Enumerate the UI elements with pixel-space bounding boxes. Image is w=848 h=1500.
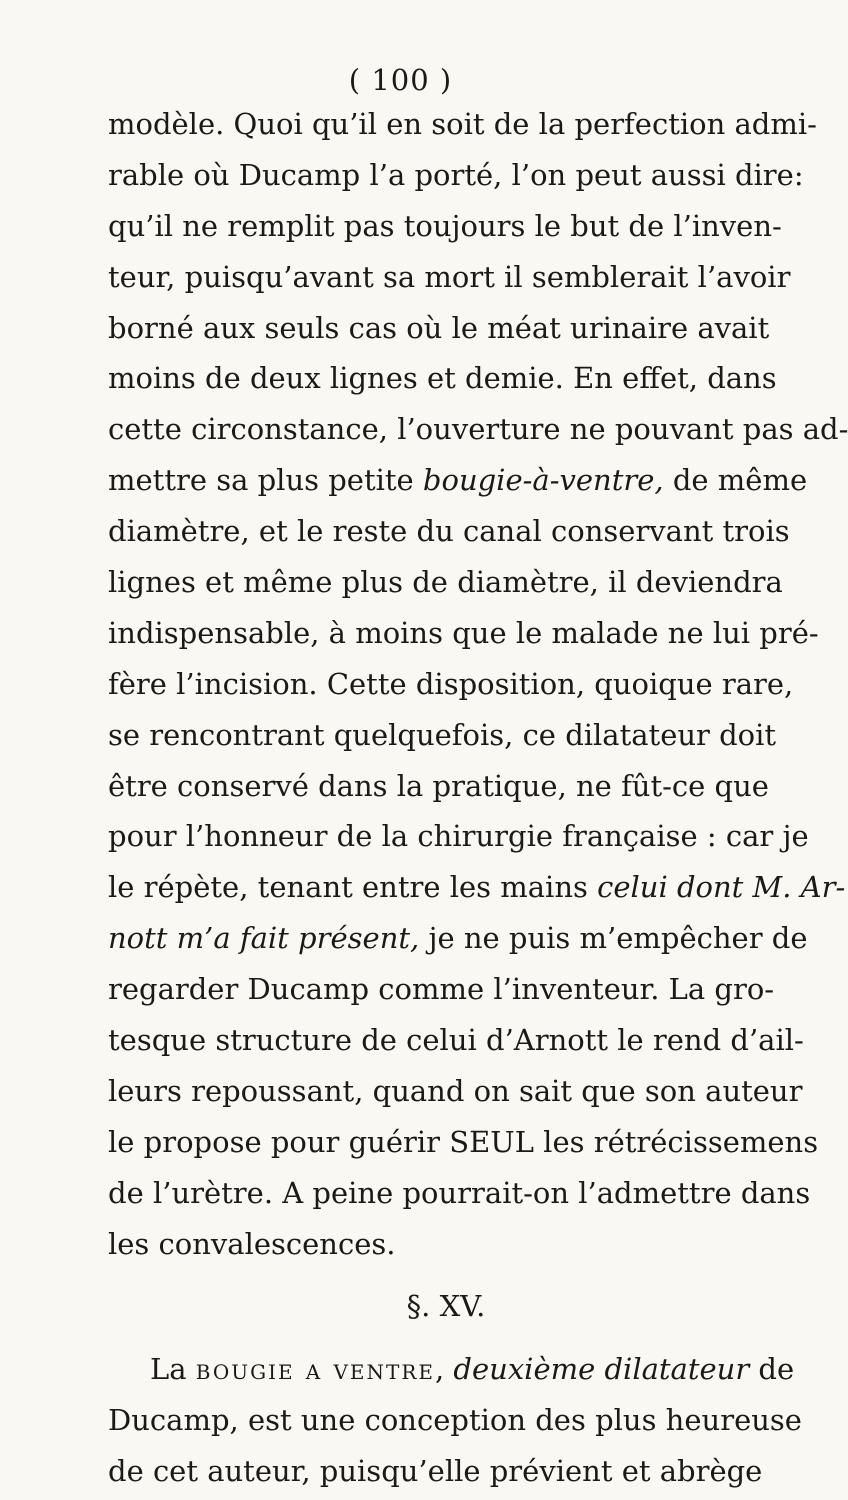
text-run: je ne puis m’empêcher de (419, 921, 808, 956)
italic-term: deuxième dilatateur (453, 1352, 750, 1387)
italic-quote: nott m’a fait présent, (108, 921, 420, 956)
text-line: tesque structure de celui d’Arnott le rend d’ail- (108, 1023, 804, 1058)
text-run: de (749, 1352, 795, 1387)
text-line (108, 1347, 795, 1398)
text-line: rable où Ducamp l’a porté, l’on peut aussi dire: (108, 157, 804, 192)
text-line: modèle. Quoi qu’il en soit de la perfection admi- (108, 107, 817, 141)
italic-quote: celui dont M. Ar- (597, 870, 846, 905)
text-line: de l’urètre. A peine pourrait-on l’admettre dans (108, 1175, 811, 1210)
text-line: Ducamp, est une conception des plus heureuse (108, 1403, 802, 1438)
text-run: mettre sa plus petite (108, 463, 423, 498)
text-line (108, 458, 808, 509)
text-run: , (434, 1352, 454, 1387)
text-line: les convalescences. (108, 1226, 396, 1261)
page-number: ( 100 ) (348, 63, 453, 97)
text-line: de cet auteur, puisqu’elle prévient et abrège (108, 1454, 763, 1489)
text-line (108, 865, 846, 916)
text-line: moins de deux lignes et demie. En effet, dans (108, 361, 777, 396)
text-line: teur, puisqu’avant sa mort il semblerait l’avoir (108, 259, 791, 294)
text-line: indispensable, à moins que le malade ne lui pré- (108, 615, 819, 650)
text-line: diamètre, et le reste du canal conservant trois (108, 514, 790, 549)
text-line (108, 916, 808, 967)
section-heading: §. XV. (406, 1289, 486, 1324)
italic-term: bougie-à-ventre, (422, 463, 664, 498)
text-line: le propose pour guérir SEUL les rétrécissemens (108, 1124, 819, 1159)
text-line: fère l’incision. Cette disposition, quoique rare, (108, 666, 794, 701)
small-caps-term: bougie a ventre (195, 1352, 435, 1387)
text-run: le répète, tenant entre les mains (108, 870, 598, 905)
text-line: regarder Ducamp comme l’inventeur. La gro- (108, 972, 775, 1007)
text-line: lignes et même plus de diamètre, il deviendra (108, 565, 783, 600)
text-line: être conservé dans la pratique, ne fût-ce que (108, 768, 769, 803)
text-line: borné aux seuls cas où le méat urinaire avait (108, 310, 770, 345)
body-text (108, 102, 848, 1500)
text-line: cette circonstance, l’ouverture ne pouvant pas ad- (108, 412, 848, 447)
text-line: leurs repoussant, quand on sait que son auteur (108, 1073, 803, 1108)
text-line: pour l’honneur de la chirurgie française : car je (108, 819, 809, 854)
text-run: La (150, 1352, 196, 1387)
text-line: se rencontrant quelquefois, ce dilatateur doit (108, 717, 777, 752)
text-line: qu’il ne remplit pas toujours le but de l’inven- (108, 208, 782, 243)
text-run: de même (663, 463, 808, 498)
